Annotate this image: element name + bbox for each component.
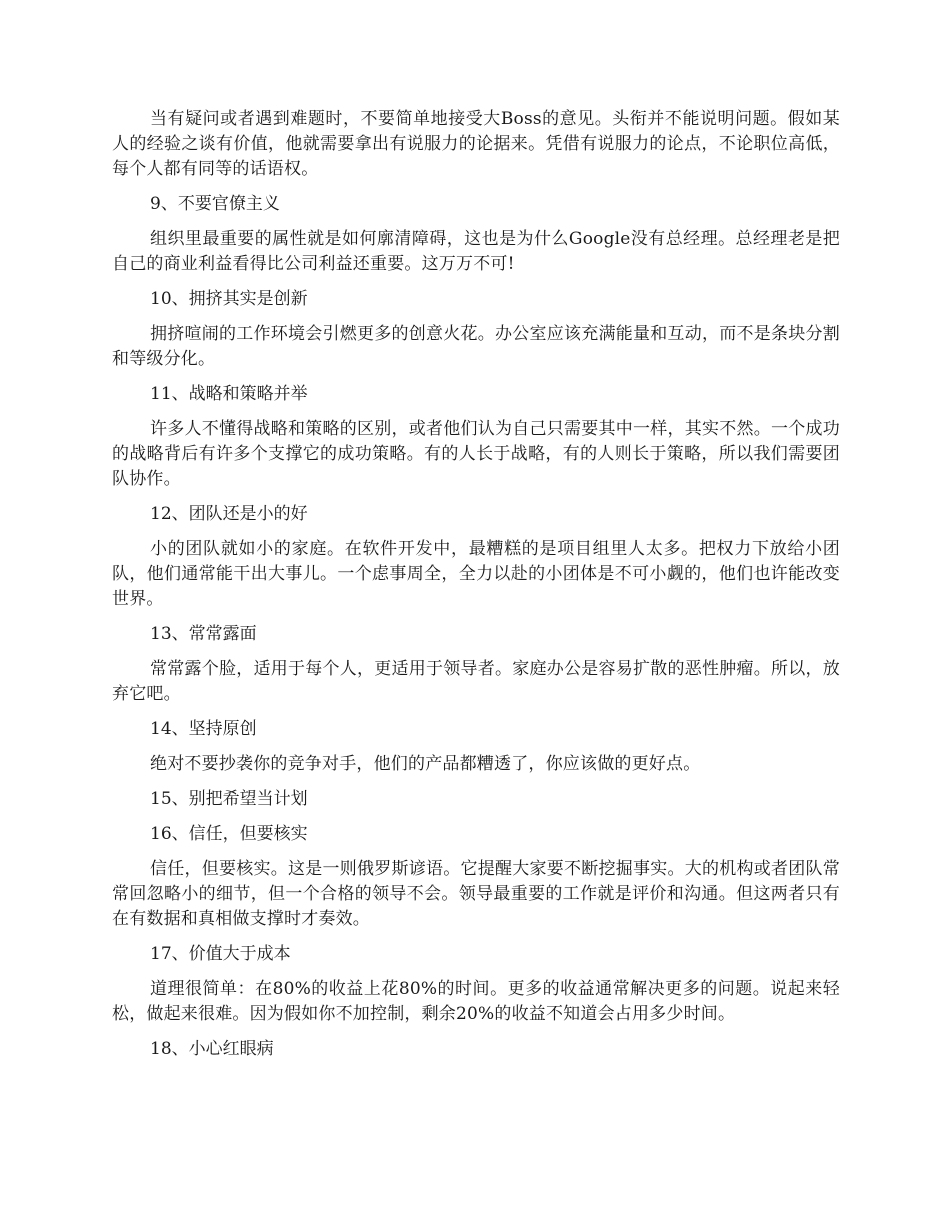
paragraph: 组织里最重要的属性就是如何廓清障碍，这也是为什么Google没有总经理。总经理老是把自己的商业利益看得比公司利益还重要。这万万不可! [112, 229, 840, 274]
paragraph: 许多人不懂得战略和策略的区别，或者他们认为自己只需要其中一样，其实不然。一个成功的战略背后有许多个支撑它的成功策略。有的人长于战略，有的人则长于策略，所以我们需要团队协作。 [112, 419, 840, 489]
paragraph: 常常露个脸，适用于每个人，更适用于领导者。家庭办公是容易扩散的恶性肿瘤。所以，放弃它吧。 [112, 659, 840, 704]
section-heading: 9、不要官僚主义 [150, 194, 280, 214]
paragraph: 小的团队就如小的家庭。在软件开发中，最糟糕的是项目组里人太多。把权力下放给小团队，他们通常能干出大事儿。一个虑事周全，全力以赴的小团体是不可小觑的，他们也许能改变世界。 [112, 539, 840, 609]
section-heading: 14、坚持原创 [150, 719, 257, 739]
section-heading: 18、小心红眼病 [150, 1039, 274, 1059]
paragraph: 信任，但要核实。这是一则俄罗斯谚语。它提醒大家要不断挖掘事实。大的机构或者团队常常回忽略小的细节，但一个合格的领导不会。领导最重要的工作就是评价和沟通。但这两者只有在有数据和真相做支撑时才奏效。 [112, 859, 840, 929]
section-heading: 10、拥挤其实是创新 [150, 289, 308, 309]
section-heading: 11、战略和策略并举 [150, 384, 308, 404]
paragraph: 当有疑问或者遇到难题时，不要简单地接受大Boss的意见。头衔并不能说明问题。假如某人的经验之谈有价值，他就需要拿出有说服力的论据来。凭借有说服力的论点，不论职位高低，每个人都有同等的话语权。 [112, 109, 840, 179]
section-heading: 13、常常露面 [150, 624, 257, 644]
section-heading: 16、信任，但要核实 [150, 824, 308, 844]
section-heading: 15、别把希望当计划 [150, 789, 308, 809]
paragraph: 绝对不要抄袭你的竞争对手，他们的产品都糟透了，你应该做的更好点。 [150, 754, 701, 774]
paragraph: 拥挤喧闹的工作环境会引燃更多的创意火花。办公室应该充满能量和互动，而不是条块分割和等级分化。 [112, 324, 840, 369]
section-heading: 17、价值大于成本 [150, 944, 291, 964]
section-heading: 12、团队还是小的好 [150, 504, 308, 524]
paragraph: 道理很简单：在80%的收益上花80%的时间。更多的收益通常解决更多的问题。说起来轻松，做起来很难。因为假如你不加控制，剩余20%的收益不知道会占用多少时间。 [112, 979, 840, 1024]
